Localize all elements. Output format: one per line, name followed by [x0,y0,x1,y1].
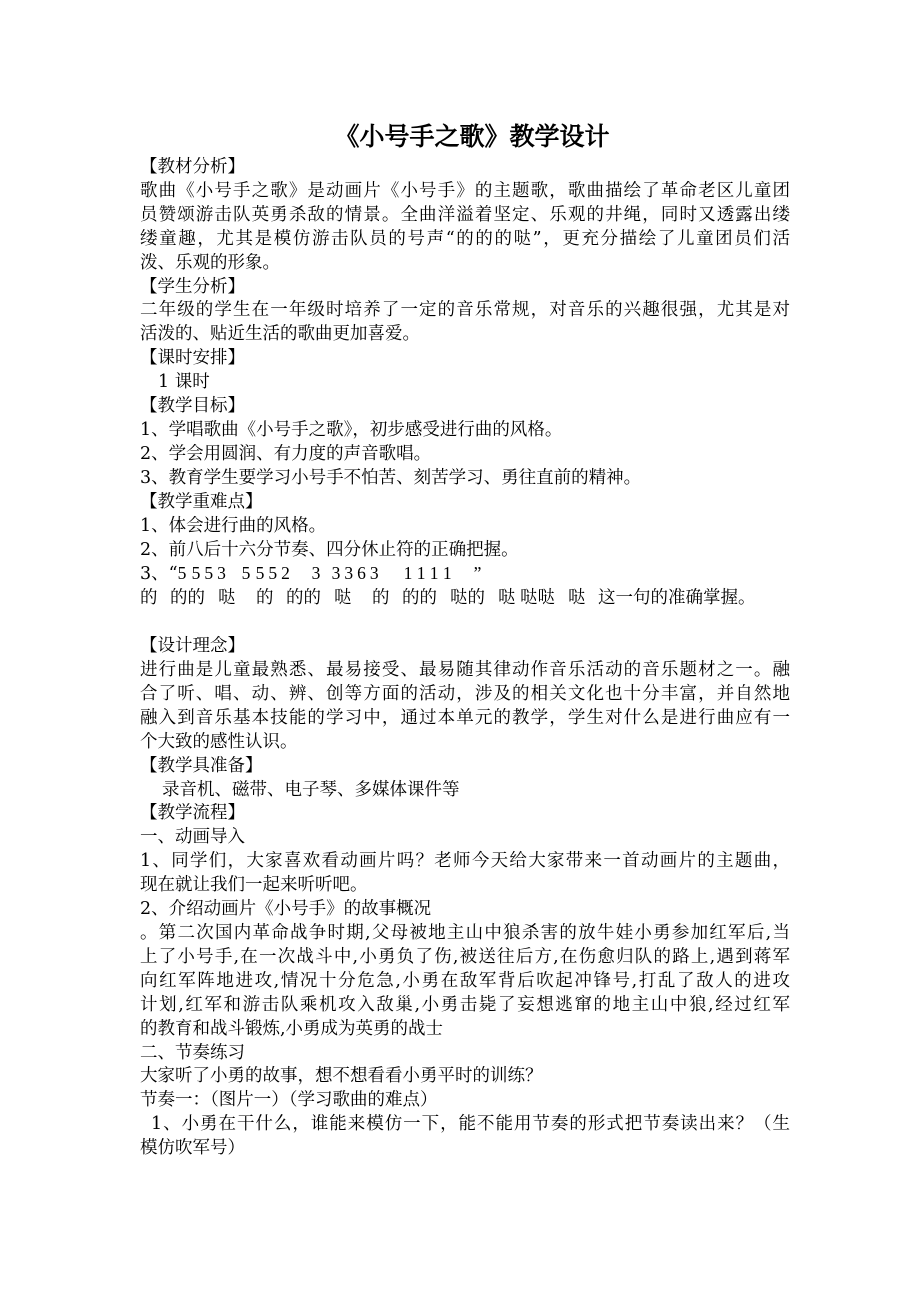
step-heading: 二、节奏练习 [140,1042,245,1063]
paragraph-line: 活泼的、贴近生活的歌曲更加喜爱。 [140,324,420,345]
rhythm-syllable: 哒哒 [520,588,555,609]
paragraph-line: 缕童趣，尤其是模仿游击队员的号声“的的的哒”，更充分描绘了儿童团员们活 [140,228,790,249]
rhythm-close-quote: ” [473,563,482,584]
section-heading-keypoints: 【教学重难点】 [140,491,263,512]
paragraph-line: 个大致的感性认识。 [140,731,298,752]
section-heading-goals: 【教学目标】 [140,396,245,417]
section-heading-tools: 【教学具准备】 [140,755,263,776]
paragraph-line: 现在就让我们一起来听听吧。 [140,875,368,896]
rhythm-number: 1111 [403,563,457,584]
paragraph-line: 模仿吹军号） [140,1138,245,1159]
rhythm-syllable: 哒的 [450,588,485,609]
section-heading-design: 【设计理念】 [140,636,245,657]
document-title: 《小号手之歌》教学设计 [334,122,610,151]
paragraph-line: 泼、乐观的形象。 [140,252,280,273]
rhythm-syllable: 的 [372,588,390,609]
story-line: 向红军阵地进攻,情况十分危急,小勇在敌军背后吹起冲锋号,打乱了敌人的进攻 [140,970,790,991]
goal-item: 2、学会用圆润、有力度的声音歌唱。 [140,443,432,464]
paragraph-line: 融入到音乐基本技能的学习中，通过本单元的教学，学生对什么是进行曲应有一 [140,707,790,728]
story-line: 上了小号手,在一次战斗中,小勇负了伤,被送往后方,在伤愈归队的路上,遇到蒋军 [140,946,790,967]
story-line: 计划,红军和游击队乘机攻入敌巢,小勇击毙了妄想逃窜的地主山中狼,经过红军 [140,994,790,1015]
paragraph-line: 1、小勇在干什么，谁能来模仿一下，能不能用节奏的形式把节奏读出来？（生 [151,1114,790,1135]
schedule-value: 1 课时 [158,372,210,393]
section-heading-student: 【学生分析】 [140,276,245,297]
paragraph-line: 歌曲《小号手之歌》是动画片《小号手》的主题歌，歌曲描绘了革命老区儿童团 [140,180,790,201]
paragraph-line: 节奏一：（图片一）（学习歌曲的难点） [140,1090,438,1111]
rhythm-syllable: 哒 [568,588,586,609]
paragraph-line: 合了听、唱、动、辨、创等方面的活动，涉及的相关文化也十分丰富，并自然地 [140,683,790,704]
goal-item: 1、学唱歌曲《小号手之歌》，初步感受进行曲的风格。 [140,419,563,440]
rhythm-syllable: 的的 [286,588,321,609]
story-line: 的教育和战斗锻炼,小勇成为英勇的战士 [140,1018,444,1039]
rhythm-syllable: 哒 [334,588,352,609]
section-heading-schedule: 【课时安排】 [140,348,245,369]
paragraph-line: 大家听了小勇的故事，想不想看看小勇平时的训练？ [140,1066,543,1087]
rhythm-number: 553 [191,563,230,584]
rhythm-prefix: 3、“ [140,564,178,585]
rhythm-syllable: 的的 [170,588,205,609]
rhythm-syllable: 哒 [218,588,236,609]
section-heading-process: 【教学流程】 [140,803,245,824]
tools-value: 录音机、磁带、电子琴、多媒体课件等 [162,779,460,800]
rhythm-syllable: 这一句的准确掌握。 [598,588,756,609]
rhythm-syllable: 哒 [498,588,516,609]
paragraph-line: 进行曲是儿童最熟悉、最易接受、最易随其律动作音乐活动的音乐题材之一。融 [140,660,790,681]
paragraph-line: 1、同学们，大家喜欢看动画片吗？老师今天给大家带来一首动画片的主题曲， [140,851,790,872]
rhythm-number: 3363 [331,563,383,584]
rhythm-notation-line [140,562,790,587]
rhythm-syllable: 的 [256,588,274,609]
step-heading: 一、动画导入 [140,827,245,848]
rhythm-number: 3 [311,563,321,584]
rhythm-syllable: 的 [140,588,158,609]
section-heading-material: 【教材分析】 [140,157,245,177]
rhythm-number: 552 [255,563,294,584]
keypoint-item: 2、前八后十六分节奏、四分休止符的正确把握。 [140,539,519,560]
goal-item: 3、教育学生要学习小号手不怕苦、刻苦学习、勇往直前的精神。 [140,467,642,488]
story-line: 。第二次国内革命战争时期,父母被地主山中狼杀害的放牛娃小勇参加红军后,当 [140,922,790,943]
rhythm-number: 5 [177,563,187,584]
paragraph-line: 2、介绍动画片《小号手》的故事概况 [140,899,432,920]
document-page [140,120,790,1161]
keypoint-item: 1、体会进行曲的风格。 [140,515,327,536]
rhythm-syllable-line [140,587,790,611]
paragraph-line: 员赞颂游击队英勇杀敌的情景。全曲洋溢着坚定、乐观的井绳，同时又透露出缕 [140,204,790,225]
rhythm-number: 5 [241,563,251,584]
blank-line [140,611,790,635]
paragraph-line: 二年级的学生在一年级时培养了一定的音乐常规，对音乐的兴趣很强，尤其是对 [140,300,790,321]
rhythm-syllable: 的的 [402,588,437,609]
